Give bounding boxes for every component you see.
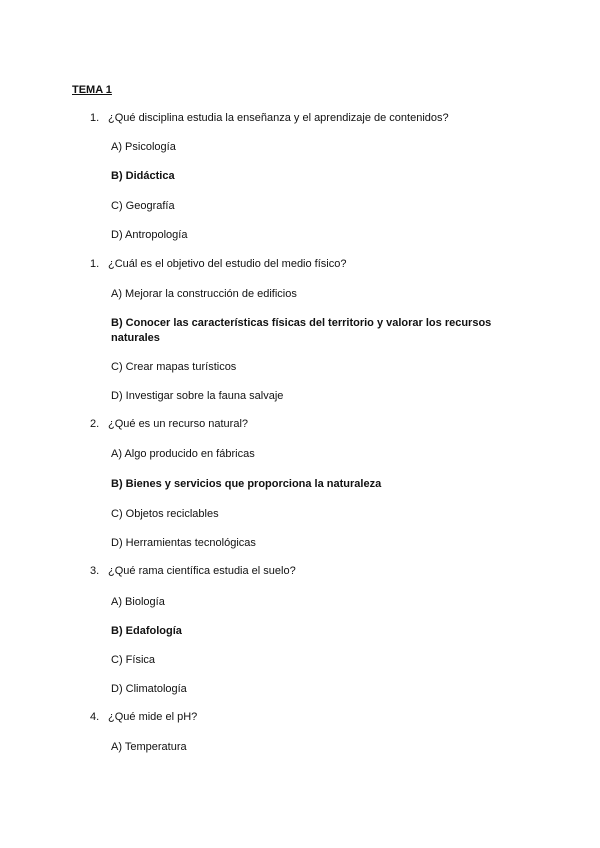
answer-option: A) Algo producido en fábricas: [111, 448, 255, 460]
answer-option: A) Temperatura: [111, 741, 187, 753]
section-heading: TEMA 1: [72, 84, 112, 96]
answer-option-correct: B) Conocer las características físicas del territorio y valorar los recursos naturales: [111, 317, 492, 344]
question-number: 3.: [90, 565, 100, 577]
answer-option: C) Geografía: [111, 200, 175, 212]
question-number: 2.: [90, 418, 100, 430]
question-text: ¿Qué es un recurso natural?: [108, 418, 249, 430]
question-text: ¿Qué disciplina estudia la enseñanza y el aprendizaje de contenidos?: [108, 112, 449, 124]
question: [90, 565, 296, 577]
answer-option: D) Antropología: [111, 229, 188, 241]
answer-option-correct: B) Bienes y servicios que proporciona la naturaleza: [111, 478, 382, 490]
answer-option: A) Mejorar la construcción de edificios: [111, 288, 297, 300]
question-number: 1.: [90, 258, 100, 270]
answer-option: C) Crear mapas turísticos: [111, 361, 237, 373]
answer-option: D) Herramientas tecnológicas: [111, 537, 256, 549]
answer-option: D) Investigar sobre la fauna salvaje: [111, 390, 284, 402]
question: [90, 418, 248, 430]
question: [90, 112, 449, 124]
answer-option: C) Física: [111, 654, 155, 666]
answer-option: A) Psicología: [111, 141, 176, 153]
answer-option: A) Biología: [111, 596, 165, 608]
answer-option: C) Objetos reciclables: [111, 508, 219, 520]
question-text: ¿Qué rama científica estudia el suelo?: [108, 565, 296, 577]
question-text: ¿Cuál es el objetivo del estudio del medio físico?: [108, 258, 347, 270]
answer-option-correct: B) Edafología: [111, 625, 182, 637]
answer-option: D) Climatología: [111, 683, 187, 695]
question-number: 1.: [90, 112, 100, 124]
question: [90, 258, 346, 270]
question: [90, 711, 197, 723]
answer-option-correct: B) Didáctica: [111, 170, 175, 182]
question-number: 4.: [90, 711, 100, 723]
question-text: ¿Qué mide el pH?: [108, 711, 198, 723]
